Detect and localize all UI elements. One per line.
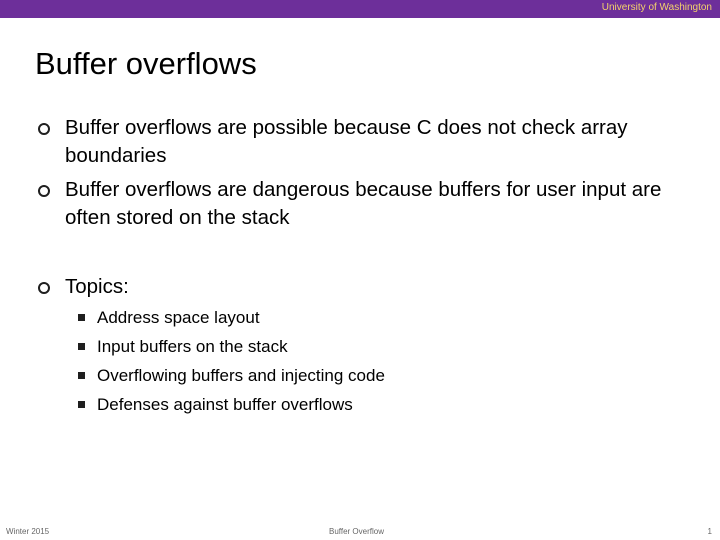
ring-bullet-icon — [38, 282, 50, 294]
sub-bullet-item: Defenses against buffer overflows — [97, 395, 353, 414]
organization-name: University of Washington — [601, 2, 712, 13]
square-bullet-icon — [78, 372, 85, 379]
footer-topic: Buffer Overflow — [329, 527, 384, 536]
footer-date: Winter 2015 — [6, 527, 50, 536]
sub-bullet-item: Address space layout — [97, 308, 260, 327]
sub-bullet-item: Input buffers on the stack — [97, 337, 288, 356]
bullet-item: Buffer overflows are dangerous because buffers for user input are often stored on the stack — [65, 178, 662, 229]
ring-bullet-icon — [38, 123, 50, 135]
square-bullet-icon — [78, 401, 85, 408]
slide-title: Buffer overflows — [35, 46, 257, 81]
square-bullet-icon — [78, 314, 85, 321]
bullet-item: Buffer overflows are possible because C does not check array boundaries — [65, 116, 628, 167]
ring-bullet-icon — [38, 185, 50, 197]
slide-number: 1 — [707, 527, 712, 536]
bullet-item: Topics: — [65, 275, 129, 298]
sub-bullet-item: Overflowing buffers and injecting code — [97, 366, 385, 385]
square-bullet-icon — [78, 343, 85, 350]
header-bar — [0, 0, 720, 18]
